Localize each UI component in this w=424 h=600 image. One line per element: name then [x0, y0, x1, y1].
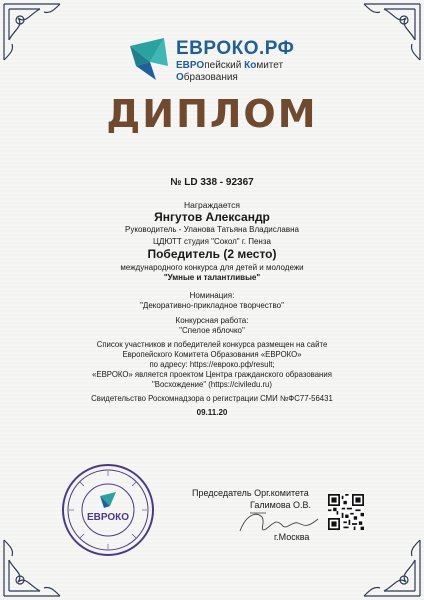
city: г.Москва [274, 532, 310, 542]
contest-line: международного конкурса для детей и молодежи [120, 263, 304, 272]
recipient-name: Янгутов Александр [154, 210, 270, 224]
stamp-label: ЕВРОКО [86, 512, 130, 523]
issue-date: 09.11.20 [196, 408, 228, 417]
qr-code-icon [328, 494, 364, 530]
nomination-label: Номинация: [189, 291, 235, 300]
info-line: «ЕВРОКО» является проектом Центра гражданского образования [92, 370, 332, 379]
info-line: Список участников и победителей конкурса размещен на сайте [96, 340, 328, 349]
official-stamp [60, 462, 156, 558]
evroko-logo [126, 34, 316, 86]
corner-ornament-icon [354, 530, 424, 600]
info-line: "Восхождение" (https://civiledu.ru) [152, 380, 272, 389]
logo-subtitle: ЕВРОпейский Комитет Образования [176, 60, 284, 83]
logo-title: ЕВРОКО.РФ [176, 38, 295, 59]
diploma-title: ДИПЛОМ [106, 92, 318, 136]
corner-ornament-icon [0, 0, 70, 70]
place-line: Победитель (2 место) [147, 247, 277, 261]
work-value: "Спелое яблочко" [179, 326, 245, 335]
organization-line: ЦДЮТТ студия "Сокол" г. Пенза [153, 237, 271, 246]
chairman-name: Галимова О.В. [250, 500, 312, 510]
awarded-label: Награждается [184, 200, 240, 210]
info-line: по адресу: https://евроко.рф/result; [149, 360, 275, 369]
leader-line: Руководитель - Уланова Татьяна Владиславна [125, 225, 299, 234]
contest-name: "Умные и талантливые" [163, 273, 261, 282]
corner-ornament-icon [354, 0, 424, 70]
diploma-number: № LD 338 - 92367 [170, 177, 254, 188]
evroko-logo-mark-icon [126, 36, 172, 82]
nomination-value: "Декоративно-прикладное творчество" [140, 301, 284, 310]
chairman-title: Председатель Орг.комитета [192, 488, 309, 498]
certificate-line: Свидетельство Роскомнадзора о регистрации СМИ №ФС77-56431 [91, 394, 333, 403]
info-line: Европейского Комитета Образования «ЕВРОКО» [122, 350, 302, 359]
work-label: Конкурсная работа: [175, 316, 249, 325]
